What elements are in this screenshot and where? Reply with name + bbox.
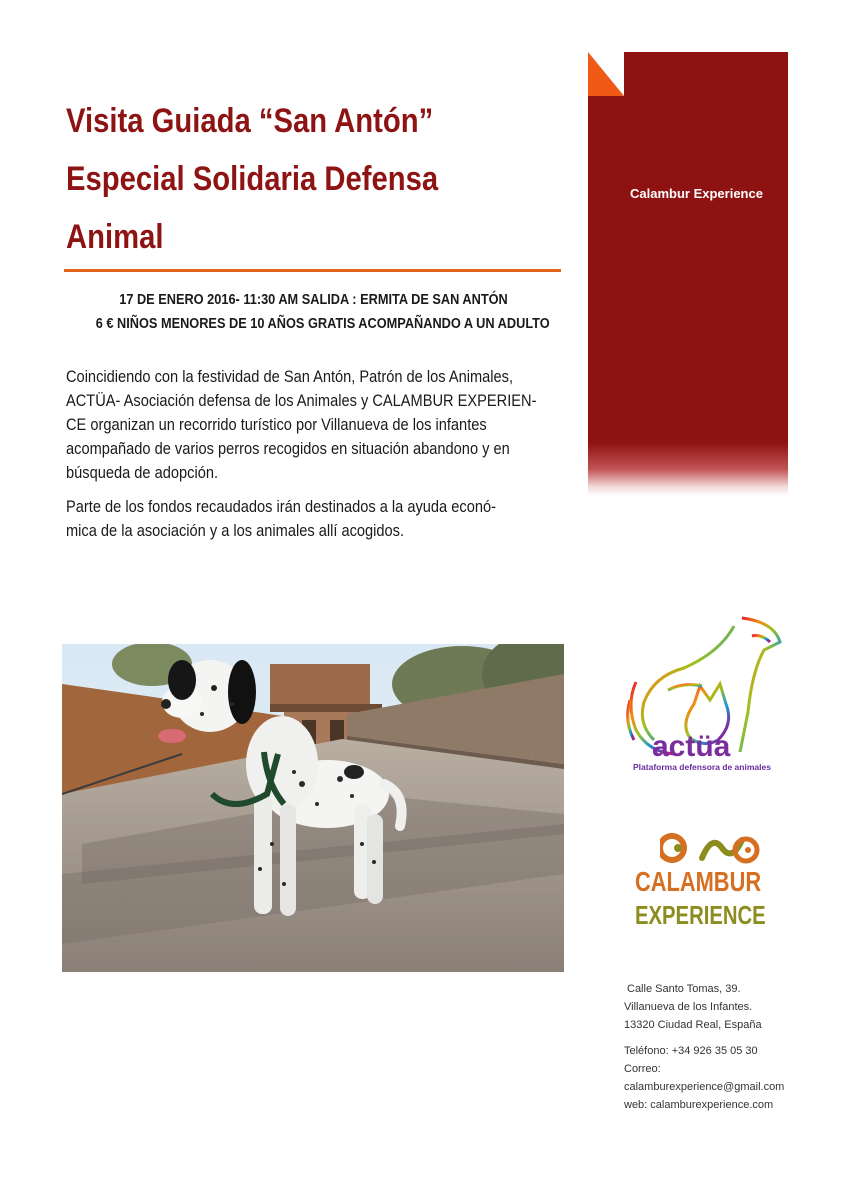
- text-line: Coincidiendo con la festividad de San Antón, Patrón de los Animales,: [66, 367, 514, 386]
- address-line: Calle Santo Tomas, 39.: [627, 983, 741, 995]
- title-line-3: Animal: [66, 218, 164, 256]
- title-line-2: Especial Solidaria Defensa: [66, 160, 439, 198]
- dog-photo: [62, 644, 564, 972]
- text-line: Parte de los fondos recaudados irán destinados a la ayuda econó-: [66, 497, 496, 516]
- description: [66, 365, 548, 553]
- flyer-title: [66, 92, 513, 266]
- event-info: [95, 288, 550, 336]
- contact-block: [624, 980, 824, 1114]
- actua-logo: [624, 612, 784, 778]
- phone: Teléfono: +34 926 35 05 30: [624, 1045, 758, 1057]
- calambur-word2: EXPERIENCE: [634, 900, 766, 930]
- event-price-line: 6 € NIÑOS MENORES DE 10 AÑOS GRATIS ACOMPAÑANDO A UN ADULTO: [95, 316, 550, 332]
- website: web: calamburexperience.com: [624, 1099, 774, 1111]
- paragraph-1: [66, 365, 548, 485]
- sidebar-label: Calambur Experience: [630, 186, 763, 201]
- text-line: ACTÜA- Asociación defensa de los Animales y CALAMBUR EXPERIEN-: [66, 391, 537, 410]
- actua-tagline: Plataforma defensora de animales: [633, 762, 771, 772]
- text-line: CE organizan un recorrido turístico por Villanueva de los infantes: [66, 415, 487, 434]
- text-line: acompañado de varios perros recogidos en situación abandono y en: [66, 439, 510, 458]
- email: calamburexperience@gmail.com: [624, 1081, 785, 1093]
- address-line: 13320 Ciudad Real, España: [624, 1019, 762, 1031]
- paragraph-2: [66, 495, 548, 543]
- calambur-word1: CALAMBUR: [634, 866, 762, 897]
- calambur-logo-mark: [660, 828, 770, 868]
- text-line: búsqueda de adopción.: [66, 463, 219, 482]
- actua-wordmark: actüa: [652, 730, 731, 763]
- address-line: Villanueva de los Infantes.: [624, 1001, 753, 1013]
- title-line-1: Visita Guiada “San Antón”: [66, 102, 434, 140]
- email-label: Correo:: [624, 1063, 661, 1075]
- sidebar-corner-triangle: [588, 52, 624, 96]
- sidebar-band: [588, 52, 788, 496]
- event-date-line: 17 DE ENERO 2016- 11:30 AM SALIDA : ERMITA DE SAN ANTÓN: [119, 292, 508, 308]
- text-line: mica de la asociación y a los animales allí acogidos.: [66, 521, 405, 540]
- title-underline: [64, 269, 561, 272]
